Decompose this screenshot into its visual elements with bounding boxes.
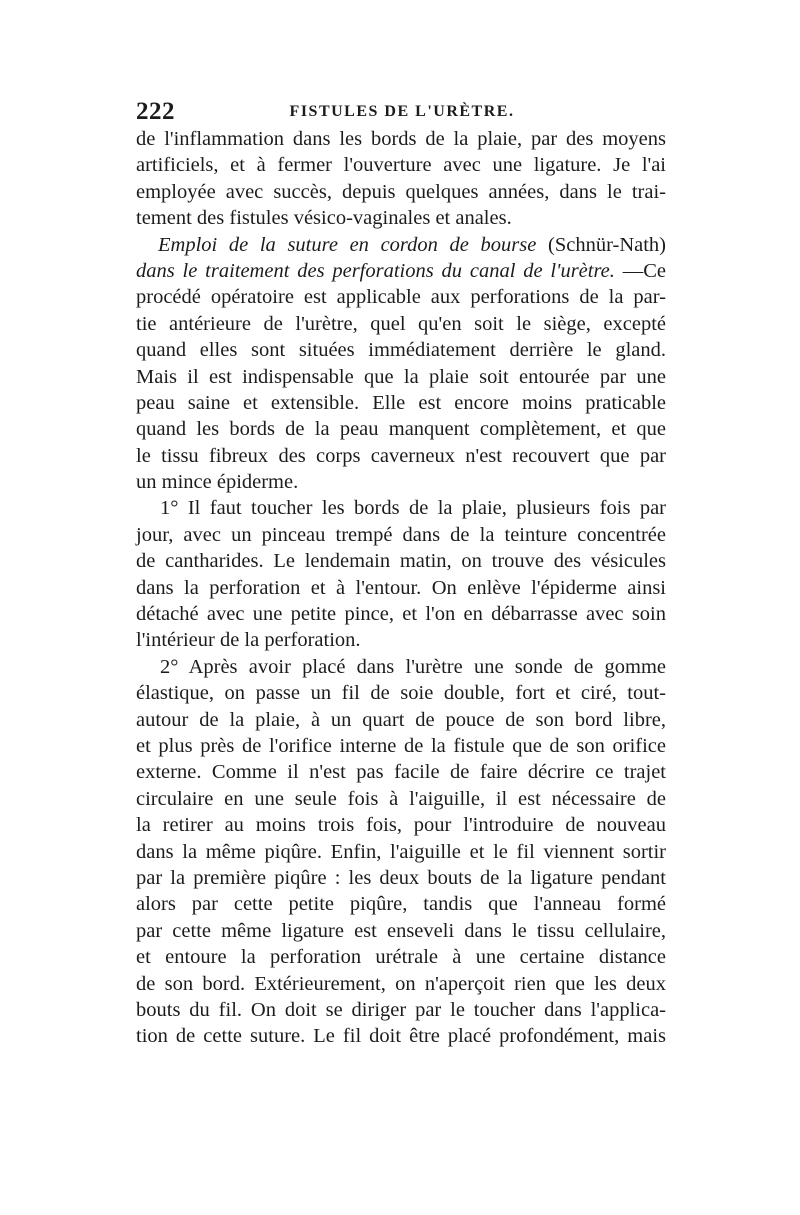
- text-line: et plus près de l'orifice interne de la fistule que de son orifice: [136, 734, 666, 757]
- text-line: artificiels, et à fermer l'ouverture avec une ligature. Je l'ai: [136, 154, 666, 177]
- section-heading-line: Emploi de la suture en cordon de bourse (Schnür-Nath): [158, 233, 667, 256]
- text-line: 2° Après avoir placé dans l'urètre une sonde de gomme: [160, 655, 666, 678]
- text-line: bouts du fil. On doit se diriger par le toucher dans l'applica-: [136, 998, 666, 1021]
- text-line: alors par cette petite piqûre, tandis que l'anneau formé: [136, 893, 666, 916]
- text-line: Mais il est indispensable que la plaie soit entourée par une: [136, 365, 666, 388]
- text-line: par cette même ligature est enseveli dans le tissu cellulaire,: [136, 919, 666, 942]
- text-line: et entoure la perforation urétrale à une certaine distance: [136, 946, 666, 969]
- text-line: externe. Comme il n'est pas facile de faire décrire ce trajet: [136, 761, 666, 784]
- text-line: quand les bords de la peau manquent complètement, et que: [136, 418, 666, 441]
- text-line: tie antérieure de l'urètre, quel qu'en soit le siège, excepté: [136, 312, 666, 335]
- text-line: procédé opératoire est applicable aux perforations de la par-: [136, 286, 666, 309]
- section-heading-line: dans le traitement des perforations du canal de l'urètre. —Ce: [136, 259, 666, 282]
- text-line: de l'inflammation dans les bords de la plaie, par des moyens: [136, 128, 666, 150]
- running-title: FISTULES DE L'URÈTRE.: [289, 103, 515, 120]
- text-line: peau saine et extensible. Elle est encore moins praticable: [136, 391, 666, 414]
- text-line: quand elles sont situées immédiatement derrière le gland.: [136, 339, 666, 362]
- text-line: de son bord. Extérieurement, on n'aperçoit rien que les deux: [136, 972, 666, 995]
- text-line: jour, avec un pinceau trempé dans de la teinture concentrée: [136, 523, 666, 546]
- text-line: circulaire en une seule fois à l'aiguille, il est nécessaire de: [136, 787, 666, 810]
- text-line: élastique, on passe un fil de soie double, fort et ciré, tout-: [136, 682, 666, 705]
- text-line: dans la même piqûre. Enfin, l'aiguille et le fil viennent sortir: [136, 840, 666, 863]
- page-header: [136, 98, 668, 128]
- text-line: tement des fistules vésico-vaginales et anales.: [136, 207, 512, 230]
- text-line: employée avec succès, depuis quelques années, dans le trai-: [136, 180, 666, 203]
- text-line: dans la perforation et à l'entour. On enlève l'épiderme ainsi: [136, 576, 666, 599]
- text-line: l'intérieur de la perforation.: [136, 629, 361, 652]
- text-line: 1° Il faut toucher les bords de la plaie, plusieurs fois par: [160, 497, 666, 520]
- text-line: de cantharides. Le lendemain matin, on trouve des vésicules: [136, 550, 666, 573]
- text-line: autour de la plaie, à un quart de pouce de son bord libre,: [136, 708, 666, 731]
- text-line: par la première piqûre : les deux bouts de la ligature pendant: [136, 866, 666, 889]
- text-line: tion de cette suture. Le fil doit être placé profondément, mais: [136, 1025, 666, 1048]
- page-number: 222: [136, 98, 175, 125]
- body-text: [136, 126, 666, 1050]
- text-line: le tissu fibreux des corps caverneux n'est recouvert que par: [136, 444, 666, 467]
- text-line: un mince épiderme.: [136, 471, 299, 494]
- text-line: détaché avec une petite pince, et l'on en débarrasse avec soin: [136, 603, 666, 626]
- text-line: la retirer au moins trois fois, pour l'introduire de nouveau: [136, 814, 666, 837]
